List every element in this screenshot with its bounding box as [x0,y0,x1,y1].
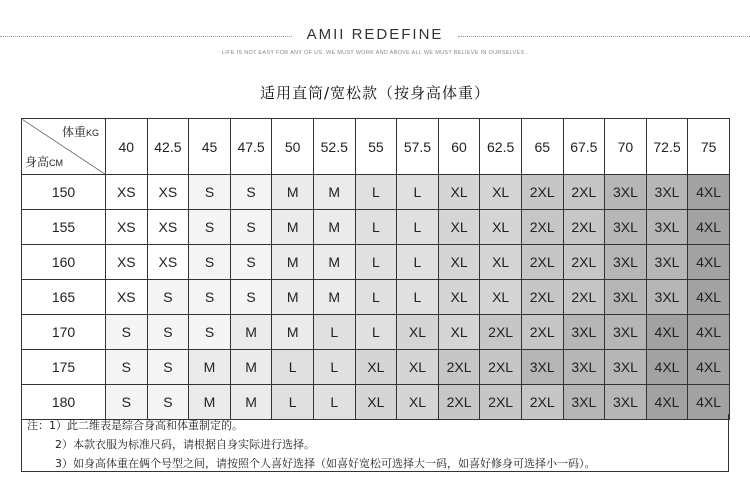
size-cell: M [189,350,231,385]
size-cell: 4XL [646,350,688,385]
height-cell: 175 [22,350,106,385]
size-cell: XS [147,175,189,210]
size-cell: M [272,280,314,315]
size-cell: M [313,175,355,210]
table-corner-cell [22,119,106,175]
size-cell: S [147,350,189,385]
weight-header-cell: 75 [688,119,730,175]
size-cell: XL [438,210,480,245]
size-cell: M [272,175,314,210]
weight-header-cell: 40 [106,119,148,175]
size-cell: XL [438,245,480,280]
weight-unit: KG [85,128,99,138]
size-cell: M [272,245,314,280]
size-cell: M [313,210,355,245]
size-cell: S [147,315,189,350]
size-cell: 3XL [563,385,605,420]
size-cell: S [189,280,231,315]
size-cell: 3XL [563,315,605,350]
size-cell: 2XL [563,210,605,245]
size-cell: XL [397,350,439,385]
size-cell: 3XL [605,350,647,385]
weight-header-cell: 60 [438,119,480,175]
size-cell: 3XL [605,175,647,210]
size-cell: M [272,210,314,245]
size-cell: XS [147,245,189,280]
table-row [22,210,730,245]
size-cell: 2XL [563,175,605,210]
size-cell: M [230,350,272,385]
size-cell: 3XL [646,210,688,245]
size-cell: 3XL [521,350,563,385]
size-cell: XL [438,315,480,350]
size-cell: XS [106,210,148,245]
size-cell: 4XL [688,210,730,245]
brand-title: AMII REDEFINE [306,26,444,43]
size-cell: L [313,385,355,420]
size-cell: L [272,350,314,385]
weight-header-cell: 65 [521,119,563,175]
weight-header-cell: 45 [189,119,231,175]
size-cell: 2XL [521,210,563,245]
size-cell: L [355,280,397,315]
height-unit: CM [49,158,64,168]
size-cell: 2XL [521,175,563,210]
size-cell: L [272,385,314,420]
size-cell: XL [438,280,480,315]
weight-header-cell: 72.5 [646,119,688,175]
weight-label: 体重 [61,125,86,139]
size-cell: L [313,315,355,350]
size-cell: L [397,210,439,245]
size-cell: 4XL [688,315,730,350]
size-cell: L [397,175,439,210]
size-cell: S [189,315,231,350]
table-row [22,245,730,280]
size-cell: 2XL [521,280,563,315]
size-cell: 2XL [480,315,522,350]
size-cell: 4XL [688,280,730,315]
size-cell: 2XL [480,385,522,420]
size-cell: 4XL [688,175,730,210]
size-cell: 3XL [605,245,647,280]
size-cell: M [189,385,231,420]
size-cell: L [313,350,355,385]
height-cell: 150 [22,175,106,210]
brand-divider-left [0,36,292,37]
table-row [22,280,730,315]
size-cell: 2XL [521,315,563,350]
size-cell: M [313,245,355,280]
size-cell: 2XL [563,280,605,315]
size-cell: 2XL [563,245,605,280]
size-cell: S [189,175,231,210]
size-cell: 4XL [688,385,730,420]
size-cell: S [106,350,148,385]
size-cell: XS [106,280,148,315]
table-body [22,175,730,420]
weight-header-cell: 57.5 [397,119,439,175]
size-cell: L [355,245,397,280]
size-cell: XL [438,175,480,210]
size-cell: XL [355,350,397,385]
weight-header-cell: 42.5 [147,119,189,175]
brand-slogan: LIFE IS NOT EASY FOR ANY OF US. WE MUST WORK AND ABOVE ALL WE MUST BELIEVE IN OURSELVES . [221,50,529,56]
size-cell: 4XL [688,245,730,280]
height-cell: 180 [22,385,106,420]
size-cell: 4XL [646,315,688,350]
size-cell: S [230,245,272,280]
weight-header-cell: 67.5 [563,119,605,175]
size-cell: S [230,210,272,245]
size-cell: 3XL [563,350,605,385]
weight-axis-label [62,123,99,140]
table-row [22,315,730,350]
size-cell: 4XL [646,385,688,420]
size-cell: XL [397,385,439,420]
weight-header-cell: 70 [605,119,647,175]
note-3: 3）如身高体重在俩个号型之间，请按照个人喜好选择（如喜好宽松可选择大一码，如喜好修身可选择小一码）。 [55,457,596,470]
table-row [22,350,730,385]
height-cell: 155 [22,210,106,245]
size-cell: L [355,315,397,350]
size-cell: 3XL [646,175,688,210]
weight-header-cell: 50 [272,119,314,175]
weight-header-cell: 62.5 [480,119,522,175]
size-cell: 4XL [688,350,730,385]
size-cell: XL [480,245,522,280]
table-title: 适用直筒/宽松款（按身高体重） [259,84,491,102]
brand-header [0,26,750,46]
note-1: 注：1）此二维表是综合身高和体重制定的。 [27,419,243,432]
size-cell: 2XL [438,350,480,385]
weight-header-cell: 47.5 [230,119,272,175]
size-cell: L [397,245,439,280]
size-cell: XL [480,175,522,210]
height-cell: 160 [22,245,106,280]
height-label: 身高 [25,155,50,169]
size-cell: 2XL [521,385,563,420]
size-cell: S [230,280,272,315]
size-cell: 2XL [480,350,522,385]
size-cell: XL [397,315,439,350]
size-cell: L [397,280,439,315]
size-cell: S [147,385,189,420]
size-cell: 2XL [521,245,563,280]
size-cell: 3XL [605,315,647,350]
notes-box [21,414,729,472]
size-cell: XL [355,385,397,420]
size-cell: 3XL [646,280,688,315]
size-cell: 2XL [438,385,480,420]
weight-header-row [22,119,730,175]
height-axis-label [25,153,63,170]
size-cell: S [230,175,272,210]
size-cell: S [106,385,148,420]
table-row [22,175,730,210]
size-cell: S [189,245,231,280]
size-cell: M [313,280,355,315]
size-cell: XL [480,280,522,315]
size-cell: S [106,315,148,350]
size-cell: XS [106,175,148,210]
size-cell: L [355,175,397,210]
brand-divider-right [458,36,750,37]
height-cell: 165 [22,280,106,315]
size-cell: 3XL [605,385,647,420]
height-cell: 170 [22,315,106,350]
weight-header-cell: 55 [355,119,397,175]
size-cell: 3XL [605,280,647,315]
size-cell: M [272,315,314,350]
weight-header-cell: 52.5 [313,119,355,175]
size-cell: S [189,210,231,245]
size-cell: L [355,210,397,245]
size-cell: 3XL [646,245,688,280]
size-cell: M [230,315,272,350]
size-cell: S [147,280,189,315]
size-chart-table [21,118,730,420]
note-2: 2）本款衣服为标准尺码，请根据自身实际进行选择。 [55,438,315,451]
size-cell: M [230,385,272,420]
size-cell: XL [480,210,522,245]
size-cell: 3XL [605,210,647,245]
size-cell: XS [106,245,148,280]
size-cell: XS [147,210,189,245]
